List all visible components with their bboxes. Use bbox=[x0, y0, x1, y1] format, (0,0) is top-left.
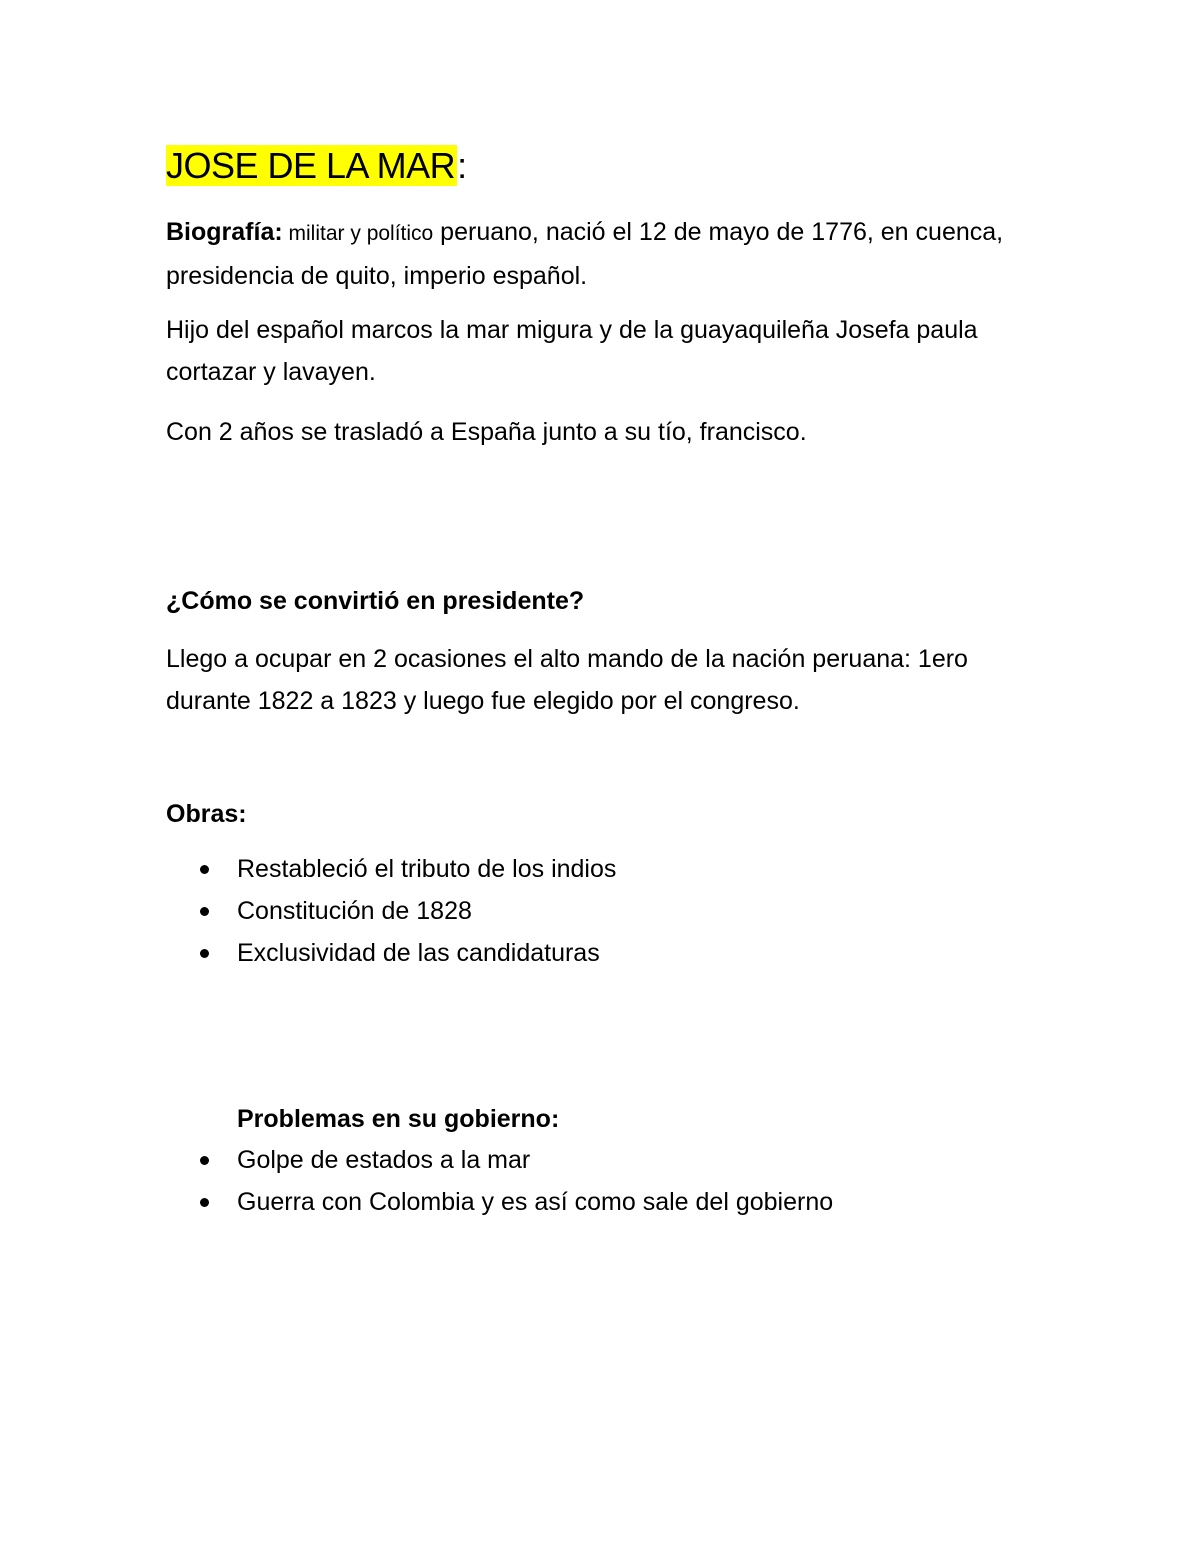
list-item bbox=[166, 890, 616, 932]
list-item-text: Restableció el tributo de los indios bbox=[237, 855, 617, 883]
biografia-paragraph bbox=[166, 211, 1046, 297]
parentage-paragraph: Hijo del español marcos la mar migura y de la guayaquileña Josefa paula cortazar y lavayen. bbox=[166, 316, 978, 386]
bullet-icon bbox=[200, 907, 209, 916]
obras-heading: Obras: bbox=[166, 800, 247, 828]
biografia-lead: militar y político bbox=[282, 222, 434, 245]
list-item bbox=[166, 1181, 833, 1223]
bullet-icon bbox=[200, 949, 209, 958]
list-item-text: Exclusividad de las candidaturas bbox=[237, 939, 600, 967]
title-highlight: JOSE DE LA MAR bbox=[166, 145, 456, 186]
bullet-icon bbox=[200, 1156, 209, 1165]
list-item bbox=[166, 932, 616, 974]
problemas-list bbox=[166, 1139, 833, 1223]
list-item bbox=[166, 848, 616, 890]
title-colon: : bbox=[457, 145, 467, 186]
biografia-text: peruano, nació el 12 de mayo de 1776, en cuenca, presidencia de quito, imperio español. bbox=[166, 218, 1004, 290]
list-item-text: Guerra con Colombia y es así como sale del gobierno bbox=[237, 1188, 834, 1216]
presidente-heading: ¿Cómo se convirtió en presidente? bbox=[166, 587, 585, 615]
list-item bbox=[166, 1139, 833, 1181]
document-title bbox=[166, 138, 467, 194]
list-item-text: Golpe de estados a la mar bbox=[237, 1146, 531, 1174]
bullet-icon bbox=[200, 865, 209, 874]
problemas-heading: Problemas en su gobierno: bbox=[237, 1105, 560, 1133]
childhood-paragraph: Con 2 años se trasladó a España junto a su tío, francisco. bbox=[166, 418, 807, 446]
obras-list bbox=[166, 848, 616, 974]
presidente-paragraph: Llego a ocupar en 2 ocasiones el alto mando de la nación peruana: 1ero durante 1822 a 1823 y luego fue elegido por el congreso. bbox=[166, 645, 968, 715]
bullet-icon bbox=[200, 1198, 209, 1207]
biografia-label: Biografía: bbox=[166, 218, 283, 246]
list-item-text: Constitución de 1828 bbox=[237, 897, 472, 925]
